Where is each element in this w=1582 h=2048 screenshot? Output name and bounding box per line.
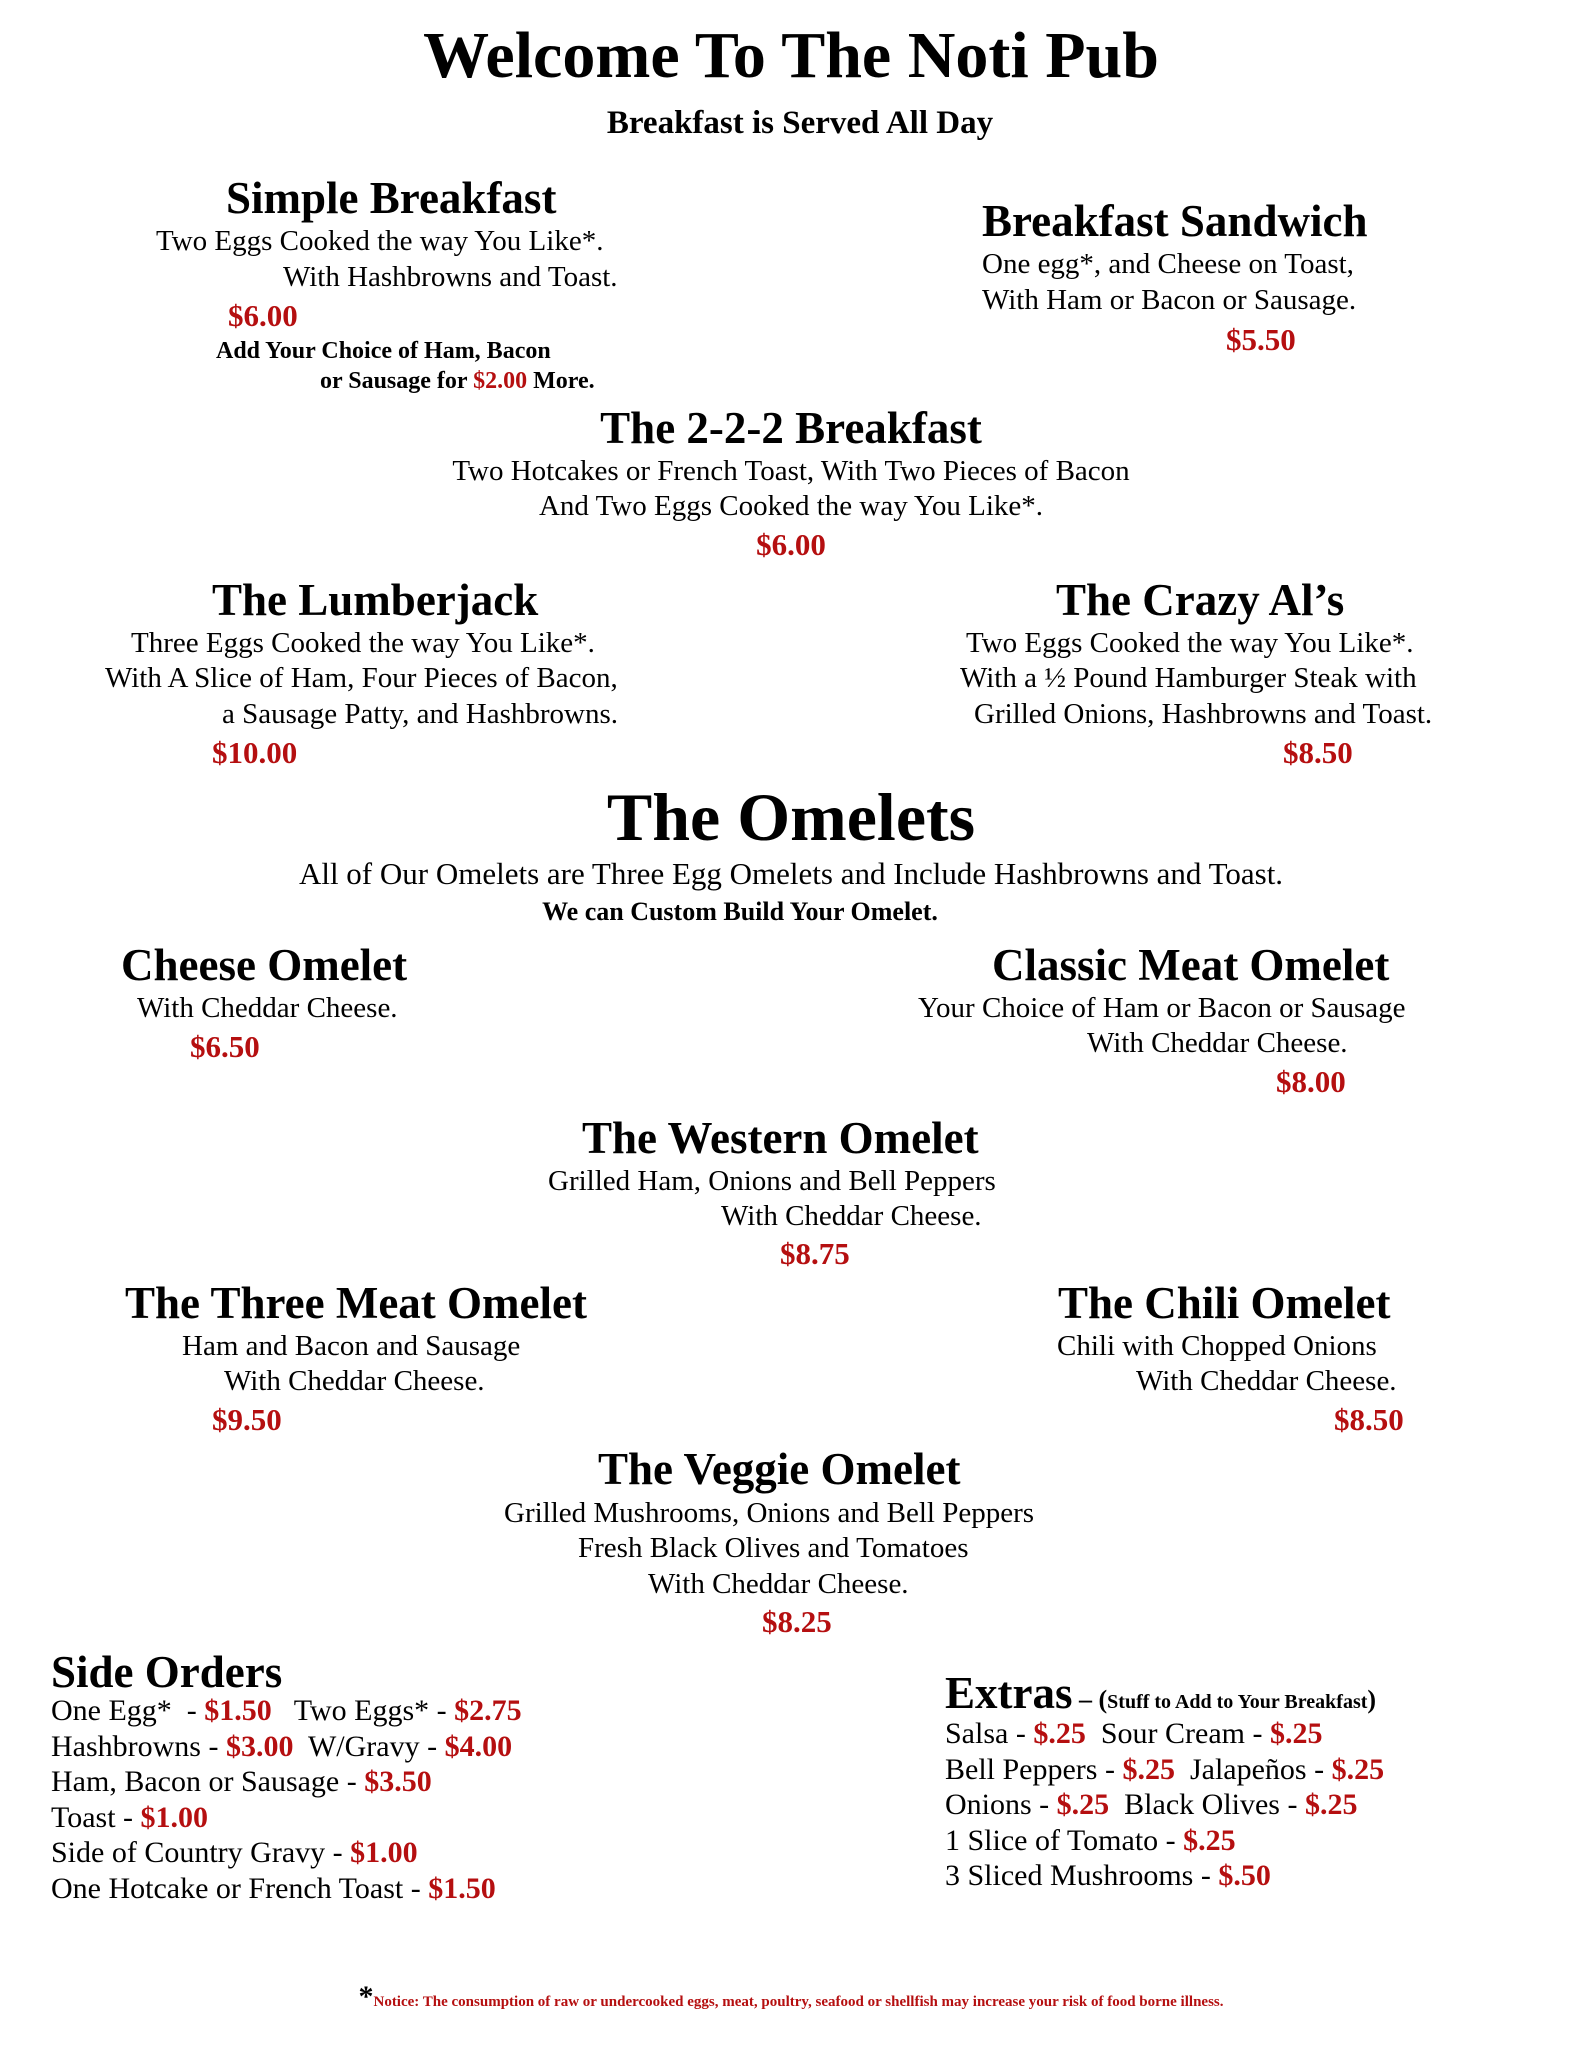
row-label: Jalapeños -: [1174, 1752, 1332, 1786]
item-price: $6.00: [228, 298, 298, 333]
item-description: With Ham or Bacon or Sausage.: [982, 284, 1357, 316]
row-price: $3.50: [364, 1765, 432, 1798]
item-description: Fresh Black Olives and Tomatoes: [578, 1532, 969, 1564]
row-price: $.25: [1122, 1752, 1175, 1786]
item-name: The Western Omelet: [582, 1113, 979, 1163]
addon-price: $2.00: [473, 368, 528, 394]
page-subtitle: Breakfast is Served All Day: [606, 105, 994, 141]
item-description: a Sausage Patty, and Hashbrowns.: [222, 698, 618, 730]
row-price: $.25: [1331, 1752, 1385, 1786]
item-name: Cheese Omelet: [121, 940, 408, 990]
item-description: With Cheddar Cheese.: [1136, 1365, 1397, 1397]
item-name: The Crazy Al’s: [1056, 575, 1345, 625]
item-addon: Add Your Choice of Ham, Bacon: [216, 338, 551, 364]
item-name: The Chili Omelet: [1058, 1278, 1391, 1328]
row-price: $.25: [1033, 1717, 1086, 1750]
extras-subtitle-dash: – (: [1072, 1685, 1108, 1714]
row-label: Hashbrowns -: [51, 1729, 226, 1763]
item-description: And Two Eggs Cooked the way You Like*.: [538, 490, 1044, 522]
item-description: With Cheddar Cheese.: [224, 1365, 485, 1397]
item-description: With Hashbrowns and Toast.: [283, 261, 618, 293]
price-list-row: [51, 1836, 418, 1870]
item-name: The Three Meat Omelet: [125, 1278, 587, 1328]
row-label: Ham, Bacon or Sausage -: [51, 1765, 365, 1798]
item-price: $5.50: [1226, 322, 1296, 357]
notice-asterisk: *: [358, 1980, 374, 2013]
item-name: Breakfast Sandwich: [982, 196, 1368, 246]
price-list-row: [51, 1730, 512, 1764]
item-name: Simple Breakfast: [226, 173, 557, 223]
row-label: 1 Slice of Tomato -: [945, 1823, 1184, 1857]
page-title: Welcome To The Noti Pub: [423, 19, 1159, 92]
row-label: 3 Sliced Mushrooms -: [945, 1859, 1219, 1892]
item-description: Grilled Mushrooms, Onions and Bell Peppers: [504, 1497, 1035, 1529]
row-price: $3.00: [225, 1729, 294, 1763]
row-price: $1.50: [204, 1694, 272, 1727]
price-list-row: [945, 1788, 1357, 1822]
row-price: $.25: [1304, 1788, 1358, 1821]
item-name: The Lumberjack: [212, 575, 539, 625]
extras-heading: [945, 1667, 1376, 1719]
item-description: With Cheddar Cheese.: [648, 1568, 909, 1600]
price-list-row: [51, 1872, 496, 1906]
extras-subtitle-close: ): [1367, 1685, 1377, 1714]
item-price: $10.00: [212, 735, 298, 770]
item-price: $8.50: [1334, 1402, 1404, 1437]
row-price: $1.50: [428, 1871, 496, 1905]
item-price: $9.50: [212, 1402, 282, 1437]
omelets-custom: We can Custom Build Your Omelet.: [542, 897, 938, 926]
row-label: Black Olives -: [1109, 1788, 1305, 1821]
extras-subtitle: Stuff to Add to Your Breakfast: [1107, 1691, 1368, 1713]
item-price: $8.25: [762, 1604, 832, 1639]
item-price: $8.75: [780, 1236, 850, 1271]
item-description: One egg*, and Cheese on Toast,: [982, 248, 1354, 280]
item-description: Grilled Onions, Hashbrowns and Toast.: [974, 698, 1433, 730]
row-label: Toast -: [51, 1800, 141, 1834]
item-description: Two Hotcakes or French Toast, With Two Pieces of Bacon: [452, 455, 1130, 487]
row-label: W/Gravy -: [293, 1729, 445, 1763]
item-name: The 2-2-2 Breakfast: [600, 403, 982, 453]
item-description: With Cheddar Cheese.: [137, 992, 398, 1024]
item-name: Classic Meat Omelet: [992, 940, 1390, 990]
notice-text: Notice: The consumption of raw or undercooked eggs, meat, poultry, seafood or shellfish may increase your risk of food borne illness.: [373, 1994, 1224, 2010]
row-label: One Hotcake or French Toast -: [51, 1871, 429, 1905]
price-list-row: [51, 1801, 208, 1835]
price-list-row: [945, 1717, 1322, 1751]
item-description: Chili with Chopped Onions: [1057, 1330, 1377, 1362]
item-price: $6.00: [756, 527, 826, 562]
item-description: Three Eggs Cooked the way You Like*.: [131, 627, 595, 659]
item-name: The Veggie Omelet: [598, 1444, 961, 1494]
price-list-row: [51, 1765, 432, 1799]
row-price: $1.00: [140, 1800, 209, 1834]
price-list-row: [945, 1753, 1384, 1787]
addon-text: More.: [527, 368, 595, 394]
item-price: $6.50: [190, 1029, 260, 1064]
price-list-row: [51, 1694, 522, 1728]
row-price: $.25: [1269, 1717, 1323, 1750]
side-orders-title: Side Orders: [51, 1647, 283, 1697]
item-price: $8.50: [1283, 735, 1353, 770]
item-description: Grilled Ham, Onions and Bell Peppers: [548, 1165, 996, 1197]
item-description: With A Slice of Ham, Four Pieces of Bacon,: [105, 662, 618, 694]
item-addon: [320, 368, 595, 395]
row-price: $.25: [1056, 1788, 1110, 1821]
item-description: Two Eggs Cooked the way You Like*.: [156, 225, 604, 257]
row-price: $4.00: [444, 1729, 513, 1763]
extras-title: Extras: [945, 1668, 1073, 1718]
item-description: Your Choice of Ham or Bacon or Sausage: [918, 992, 1406, 1024]
row-label: Bell Peppers -: [945, 1752, 1123, 1786]
item-description: With Cheddar Cheese.: [721, 1200, 982, 1232]
row-price: $2.75: [454, 1694, 522, 1727]
item-price: $8.00: [1276, 1064, 1346, 1099]
item-description: With Cheddar Cheese.: [1087, 1027, 1348, 1059]
omelets-intro: All of Our Omelets are Three Egg Omelets and Include Hashbrowns and Toast.: [298, 856, 1284, 891]
addon-text: or Sausage for: [320, 368, 474, 394]
row-price: $.50: [1218, 1859, 1271, 1892]
item-description: Two Eggs Cooked the way You Like*.: [966, 627, 1414, 659]
item-description: Ham and Bacon and Sausage: [182, 1330, 521, 1362]
row-label: One Egg* -: [51, 1694, 205, 1727]
row-label: Two Eggs* -: [271, 1694, 455, 1727]
row-label: Sour Cream -: [1085, 1717, 1270, 1750]
price-list-row: [945, 1824, 1236, 1858]
row-label: Salsa -: [945, 1717, 1034, 1750]
row-label: Onions -: [945, 1788, 1057, 1821]
row-price: $.25: [1183, 1823, 1236, 1857]
omelets-title: The Omelets: [606, 779, 976, 855]
item-description: With a ½ Pound Hamburger Steak with: [960, 662, 1417, 694]
notice-footer: [0, 1980, 1582, 2014]
row-price: $1.00: [350, 1836, 418, 1869]
price-list-row: [945, 1859, 1271, 1893]
row-label: Side of Country Gravy -: [51, 1836, 351, 1869]
